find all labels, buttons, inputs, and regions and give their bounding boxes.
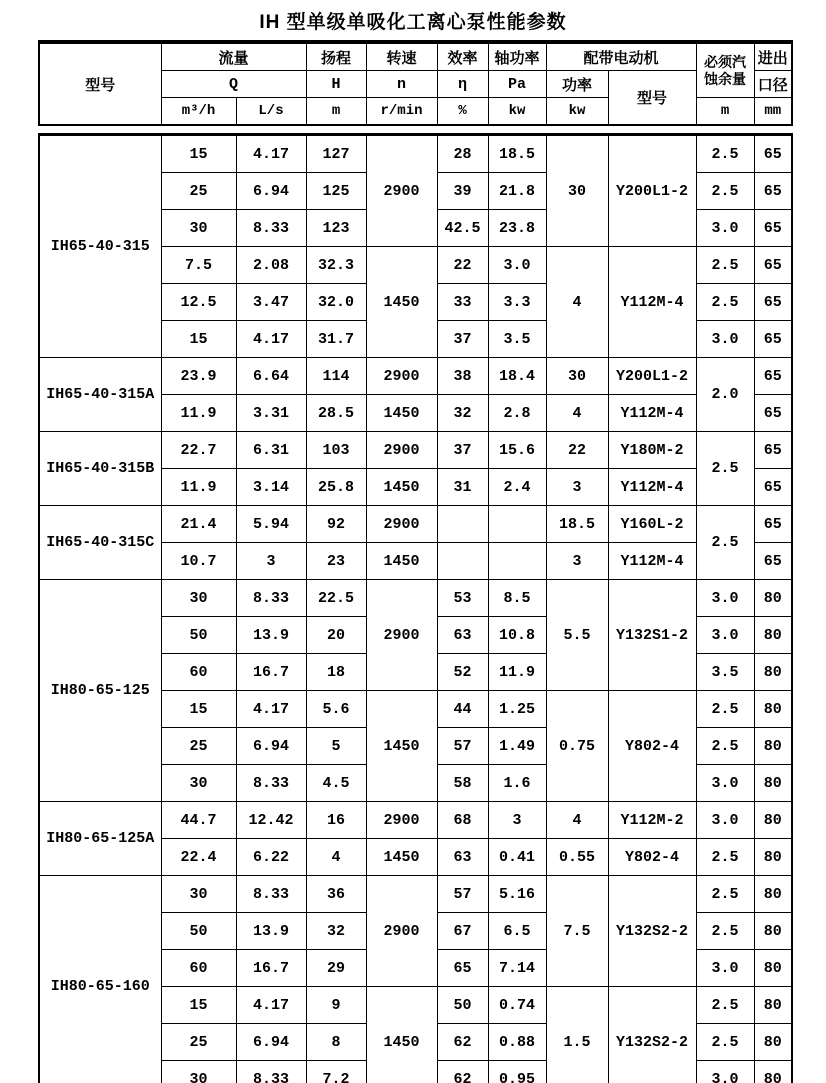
table-cell: 4 — [306, 839, 366, 876]
table-cell: 2.5 — [696, 506, 754, 580]
table-cell: Y112M-4 — [608, 395, 696, 432]
pump-data-table — [38, 133, 793, 1083]
table-cell: 3 — [488, 802, 546, 839]
table-cell: 127 — [306, 135, 366, 173]
table-cell: 4 — [546, 802, 608, 839]
table-cell: 2.5 — [696, 987, 754, 1024]
table-cell: 5.16 — [488, 876, 546, 913]
table-cell: 16 — [306, 802, 366, 839]
table-cell: 65 — [754, 173, 792, 210]
table-cell: 3.14 — [236, 469, 306, 506]
table-cell: 32 — [437, 395, 488, 432]
table-cell: 1.25 — [488, 691, 546, 728]
head-symbol: H — [306, 71, 366, 98]
table-cell: 11.9 — [161, 395, 236, 432]
table-cell: 80 — [754, 580, 792, 617]
table-cell: 31.7 — [306, 321, 366, 358]
table-cell: 0.95 — [488, 1061, 546, 1083]
table-cell: 3.0 — [696, 950, 754, 987]
table-cell — [437, 506, 488, 543]
table-cell: 7.2 — [306, 1061, 366, 1083]
flow-unit-ls: L/s — [236, 98, 306, 126]
table-cell: 57 — [437, 728, 488, 765]
table-cell: 2900 — [366, 432, 437, 469]
table-cell: Y200L1-2 — [608, 358, 696, 395]
table-cell: 4 — [546, 247, 608, 358]
table-cell: 2900 — [366, 876, 437, 987]
table-cell: 3.0 — [696, 210, 754, 247]
table-cell: 114 — [306, 358, 366, 395]
table-cell: 60 — [161, 654, 236, 691]
table-cell: 5.94 — [236, 506, 306, 543]
table-cell: 80 — [754, 691, 792, 728]
table-cell: 3.0 — [696, 765, 754, 802]
table-cell: 3.5 — [488, 321, 546, 358]
table-cell: 23 — [306, 543, 366, 580]
table-row — [39, 358, 792, 395]
table-cell: 7.14 — [488, 950, 546, 987]
table-cell: 65 — [437, 950, 488, 987]
table-cell: 123 — [306, 210, 366, 247]
table-cell: 1450 — [366, 543, 437, 580]
table-cell: 25 — [161, 728, 236, 765]
table-cell: 2.8 — [488, 395, 546, 432]
table-cell: 2.5 — [696, 913, 754, 950]
table-cell: 10.7 — [161, 543, 236, 580]
table-cell: 0.75 — [546, 691, 608, 802]
table-cell: 65 — [754, 432, 792, 469]
table-cell: 0.74 — [488, 987, 546, 1024]
table-cell: Y160L-2 — [608, 506, 696, 543]
pump-model-cell: IH80-65-125A — [39, 802, 161, 876]
table-cell: 16.7 — [236, 950, 306, 987]
table-cell: 6.94 — [236, 173, 306, 210]
col-header-speed: 转速 — [366, 42, 437, 71]
table-cell: 3 — [546, 469, 608, 506]
table-cell: 28.5 — [306, 395, 366, 432]
col-header-model: 型号 — [39, 42, 161, 125]
table-cell: 15 — [161, 691, 236, 728]
table-cell: 92 — [306, 506, 366, 543]
pump-table-body — [39, 135, 792, 1083]
table-cell: 63 — [437, 617, 488, 654]
table-cell: Y112M-4 — [608, 247, 696, 358]
table-cell: 22.4 — [161, 839, 236, 876]
table-cell: 80 — [754, 987, 792, 1024]
table-cell: 80 — [754, 802, 792, 839]
page-title: IH 型单级单吸化工离心泵性能参数 — [259, 12, 567, 33]
npsh-label-line1: 必须汽 — [704, 53, 747, 70]
table-cell: 6.64 — [236, 358, 306, 395]
table-cell: Y200L1-2 — [608, 135, 696, 247]
table-cell: 2.5 — [696, 173, 754, 210]
table-cell: 4 — [546, 395, 608, 432]
table-cell: 11.9 — [161, 469, 236, 506]
table-cell: 8 — [306, 1024, 366, 1061]
table-cell: 6.94 — [236, 1024, 306, 1061]
port-unit: mm — [754, 98, 792, 126]
table-cell: 3.5 — [696, 654, 754, 691]
table-cell: 63 — [437, 839, 488, 876]
table-cell: 65 — [754, 358, 792, 395]
table-cell: 8.33 — [236, 580, 306, 617]
table-cell: 18.5 — [546, 506, 608, 543]
table-cell: 4.17 — [236, 135, 306, 173]
table-cell: 6.5 — [488, 913, 546, 950]
table-cell: 44 — [437, 691, 488, 728]
table-cell: 3.0 — [696, 1061, 754, 1083]
table-cell: 8.33 — [236, 1061, 306, 1083]
table-cell: 52 — [437, 654, 488, 691]
table-cell: 10.8 — [488, 617, 546, 654]
table-cell: 8.33 — [236, 876, 306, 913]
table-cell: 9 — [306, 987, 366, 1024]
table-cell: 4.17 — [236, 321, 306, 358]
table-cell: 15.6 — [488, 432, 546, 469]
table-cell: 0.88 — [488, 1024, 546, 1061]
table-cell: 2.5 — [696, 247, 754, 284]
table-cell: Y180M-2 — [608, 432, 696, 469]
table-row — [39, 506, 792, 543]
table-cell: 3.3 — [488, 284, 546, 321]
efficiency-unit: % — [437, 98, 488, 126]
table-cell: 3.0 — [696, 617, 754, 654]
table-cell: 1450 — [366, 469, 437, 506]
table-cell: 0.55 — [546, 839, 608, 876]
table-cell: 62 — [437, 1024, 488, 1061]
table-row — [39, 802, 792, 839]
table-cell: 20 — [306, 617, 366, 654]
table-cell: 3.0 — [696, 321, 754, 358]
table-cell: 6.22 — [236, 839, 306, 876]
table-cell: 1450 — [366, 839, 437, 876]
table-cell — [488, 506, 546, 543]
npsh-label-line2: 蚀余量 — [704, 70, 747, 87]
table-cell: 1450 — [366, 395, 437, 432]
table-cell: 58 — [437, 765, 488, 802]
table-cell: 15 — [161, 135, 236, 173]
table-cell: 30 — [161, 1061, 236, 1083]
table-cell: Y132S2-2 — [608, 876, 696, 987]
table-cell: 3.0 — [696, 580, 754, 617]
table-cell: 2900 — [366, 135, 437, 247]
table-cell: 5 — [306, 728, 366, 765]
table-cell: 80 — [754, 876, 792, 913]
table-cell: 4.17 — [236, 987, 306, 1024]
motor-power-label: 功率 — [546, 71, 608, 98]
col-header-npsh — [696, 42, 754, 98]
table-cell: 0.41 — [488, 839, 546, 876]
table-cell: 1450 — [366, 691, 437, 802]
table-cell: 62 — [437, 1061, 488, 1083]
shaft-power-symbol: Pa — [488, 71, 546, 98]
npsh-unit: m — [696, 98, 754, 126]
table-cell: 1.5 — [546, 987, 608, 1083]
table-cell: 2.0 — [696, 358, 754, 432]
table-cell: 2900 — [366, 802, 437, 839]
motor-model-label: 型号 — [608, 71, 696, 126]
table-cell: Y802-4 — [608, 691, 696, 802]
table-cell: 80 — [754, 913, 792, 950]
col-header-motor: 配带电动机 — [546, 42, 696, 71]
table-cell: 25 — [161, 1024, 236, 1061]
table-cell: 50 — [161, 913, 236, 950]
table-cell: 36 — [306, 876, 366, 913]
table-cell: 30 — [161, 876, 236, 913]
table-cell: 16.7 — [236, 654, 306, 691]
table-cell: 29 — [306, 950, 366, 987]
table-cell: 12.5 — [161, 284, 236, 321]
header-row-1 — [39, 42, 792, 71]
motor-power-unit: kw — [546, 98, 608, 126]
table-cell: 53 — [437, 580, 488, 617]
table-cell: 1450 — [366, 247, 437, 358]
pump-model-cell: IH65-40-315A — [39, 358, 161, 432]
table-cell: 57 — [437, 876, 488, 913]
table-cell: 32.3 — [306, 247, 366, 284]
table-cell: 13.9 — [236, 617, 306, 654]
table-cell: Y112M-4 — [608, 469, 696, 506]
col-header-head: 扬程 — [306, 42, 366, 71]
table-cell: 65 — [754, 247, 792, 284]
table-cell: 8.33 — [236, 765, 306, 802]
table-cell — [488, 543, 546, 580]
table-row — [39, 135, 792, 173]
table-cell: 37 — [437, 321, 488, 358]
table-cell: 23.8 — [488, 210, 546, 247]
flow-unit-m3h: m³/h — [161, 98, 236, 126]
table-cell: 6.94 — [236, 728, 306, 765]
table-cell: 37 — [437, 432, 488, 469]
table-cell: 65 — [754, 210, 792, 247]
table-cell: Y132S1-2 — [608, 580, 696, 691]
table-cell: 65 — [754, 135, 792, 173]
table-cell: 65 — [754, 321, 792, 358]
table-cell: 22 — [546, 432, 608, 469]
table-cell: 5.6 — [306, 691, 366, 728]
table-cell: 42.5 — [437, 210, 488, 247]
table-cell: 80 — [754, 728, 792, 765]
table-cell: 2.5 — [696, 876, 754, 913]
table-cell: 30 — [546, 358, 608, 395]
table-cell: 80 — [754, 950, 792, 987]
table-cell: 38 — [437, 358, 488, 395]
table-cell: 2900 — [366, 358, 437, 395]
table-cell: Y112M-2 — [608, 802, 696, 839]
table-cell: 3.0 — [488, 247, 546, 284]
col-header-shaft-power: 轴功率 — [488, 42, 546, 71]
col-header-port-line1: 进出 — [754, 42, 792, 71]
col-header-port-line2: 口径 — [754, 71, 792, 98]
table-cell: 32.0 — [306, 284, 366, 321]
table-cell: 21.8 — [488, 173, 546, 210]
table-cell: 2900 — [366, 506, 437, 543]
table-cell: 65 — [754, 506, 792, 543]
table-cell: 80 — [754, 1024, 792, 1061]
table-cell: 13.9 — [236, 913, 306, 950]
table-cell: 1.6 — [488, 765, 546, 802]
table-cell: 80 — [754, 839, 792, 876]
table-cell: 3 — [236, 543, 306, 580]
table-cell: 15 — [161, 987, 236, 1024]
col-header-flow: 流量 — [161, 42, 306, 71]
table-cell: 125 — [306, 173, 366, 210]
table-cell: 8.5 — [488, 580, 546, 617]
table-cell: 2.4 — [488, 469, 546, 506]
table-cell: 3.47 — [236, 284, 306, 321]
table-cell: 4.17 — [236, 691, 306, 728]
table-cell: 44.7 — [161, 802, 236, 839]
table-cell: 25 — [161, 173, 236, 210]
table-cell: 12.42 — [236, 802, 306, 839]
speed-symbol: n — [366, 71, 437, 98]
table-cell: 65 — [754, 284, 792, 321]
table-cell: 80 — [754, 765, 792, 802]
table-cell: 11.9 — [488, 654, 546, 691]
table-cell: 21.4 — [161, 506, 236, 543]
table-cell: 2.5 — [696, 135, 754, 173]
table-cell: Y112M-4 — [608, 543, 696, 580]
table-cell: 103 — [306, 432, 366, 469]
table-cell: 2.08 — [236, 247, 306, 284]
table-cell: 2.5 — [696, 1024, 754, 1061]
table-cell: 80 — [754, 617, 792, 654]
table-cell: 67 — [437, 913, 488, 950]
table-cell: 31 — [437, 469, 488, 506]
pump-model-cell: IH80-65-125 — [39, 580, 161, 802]
table-cell: 39 — [437, 173, 488, 210]
table-row — [39, 580, 792, 617]
table-cell: 30 — [546, 135, 608, 247]
table-cell: 3 — [546, 543, 608, 580]
table-cell: 18.4 — [488, 358, 546, 395]
table-cell: Y802-4 — [608, 839, 696, 876]
table-cell: 22 — [437, 247, 488, 284]
table-cell: 2900 — [366, 580, 437, 691]
table-cell: 60 — [161, 950, 236, 987]
speed-unit: r/min — [366, 98, 437, 126]
table-cell: 2.5 — [696, 284, 754, 321]
table-cell: Y132S2-2 — [608, 987, 696, 1083]
table-cell: 65 — [754, 395, 792, 432]
pump-model-cell: IH65-40-315B — [39, 432, 161, 506]
table-cell: 7.5 — [161, 247, 236, 284]
table-cell: 7.5 — [546, 876, 608, 987]
table-cell: 1450 — [366, 987, 437, 1083]
pump-model-cell: IH65-40-315C — [39, 506, 161, 580]
table-cell: 1.49 — [488, 728, 546, 765]
shaft-power-unit: kw — [488, 98, 546, 126]
table-cell: 2.5 — [696, 432, 754, 506]
table-cell: 30 — [161, 765, 236, 802]
table-cell: 2.5 — [696, 691, 754, 728]
table-cell: 23.9 — [161, 358, 236, 395]
table-cell: 32 — [306, 913, 366, 950]
table-cell: 65 — [754, 543, 792, 580]
col-header-efficiency: 效率 — [437, 42, 488, 71]
table-cell: 30 — [161, 210, 236, 247]
table-cell: 3.31 — [236, 395, 306, 432]
flow-symbol: Q — [161, 71, 306, 98]
table-cell: 50 — [161, 617, 236, 654]
table-cell: 22.7 — [161, 432, 236, 469]
table-cell: 8.33 — [236, 210, 306, 247]
table-cell: 2.5 — [696, 839, 754, 876]
table-cell: 2.5 — [696, 728, 754, 765]
table-row — [39, 876, 792, 913]
table-cell: 50 — [437, 987, 488, 1024]
table-cell: 3.0 — [696, 802, 754, 839]
table-cell: 30 — [161, 580, 236, 617]
table-cell: 6.31 — [236, 432, 306, 469]
table-cell: 80 — [754, 654, 792, 691]
table-cell: 25.8 — [306, 469, 366, 506]
table-cell: 22.5 — [306, 580, 366, 617]
pump-model-cell: IH80-65-160 — [39, 876, 161, 1083]
table-cell: 5.5 — [546, 580, 608, 691]
header-table — [38, 40, 793, 126]
table-cell: 33 — [437, 284, 488, 321]
table-cell: 28 — [437, 135, 488, 173]
table-cell: 65 — [754, 469, 792, 506]
table-cell: 4.5 — [306, 765, 366, 802]
table-cell: 18.5 — [488, 135, 546, 173]
table-cell — [437, 543, 488, 580]
table-cell: 68 — [437, 802, 488, 839]
table-row — [39, 432, 792, 469]
table-cell: 15 — [161, 321, 236, 358]
pump-model-cell: IH65-40-315 — [39, 135, 161, 358]
table-cell: 80 — [754, 1061, 792, 1083]
head-unit: m — [306, 98, 366, 126]
efficiency-symbol: η — [437, 71, 488, 98]
table-cell: 18 — [306, 654, 366, 691]
